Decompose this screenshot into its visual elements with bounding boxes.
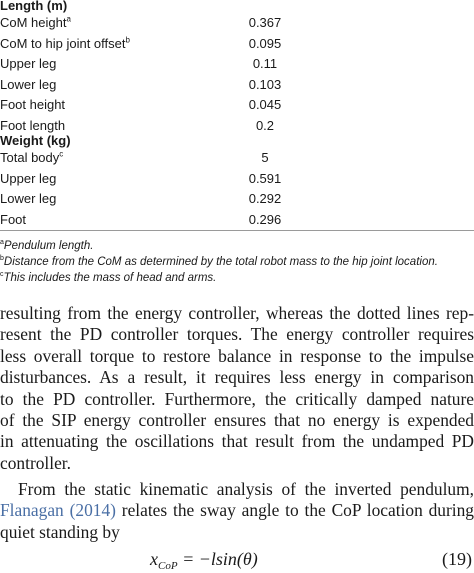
row-value: 0.11: [252, 56, 278, 71]
paragraph-line: less overall torque to restore balance in response to the impulse: [0, 345, 474, 366]
row-value: 0.103: [248, 76, 282, 92]
row-value: 0.045: [248, 97, 282, 112]
footnote-b: $^b$Distance from the CoM as determined by the total robot mass to the hip joint location.: [0, 255, 438, 268]
row-value: 0.296: [248, 211, 282, 227]
table-row: [0, 56, 474, 76]
row-value: 0.292: [248, 191, 282, 206]
equation-19: [0, 549, 474, 573]
row-label: Upper leg: [0, 56, 57, 71]
table-row: [0, 15, 474, 35]
paragraph-line: resent the PD controller torques. The energy controller requires: [0, 324, 474, 345]
row-value: 0.095: [248, 35, 282, 51]
footnote-marker: b: [125, 35, 130, 45]
footnote-marker: a: [66, 14, 71, 24]
row-value: 5: [261, 150, 269, 165]
paragraph-line: controller.: [0, 452, 71, 473]
row-label: CoM height$^a$: [0, 14, 71, 30]
table-row: [0, 212, 474, 232]
row-label: Upper leg: [0, 170, 57, 186]
paragraph-line: quiet standing by: [0, 521, 120, 542]
paragraph-line: in attenuating the oscillations that result from the undamped PD: [0, 431, 474, 452]
citation-link[interactable]: Flanagan (2014): [0, 500, 116, 521]
row-label: Lower leg: [0, 191, 57, 206]
table-row: [0, 171, 474, 191]
paragraph-line: From the static kinematic analysis of the inverted pendulum,: [18, 479, 474, 499]
row-value: 0.591: [248, 170, 282, 186]
row-value: 0.367: [248, 15, 282, 30]
table-bottom-rule: [0, 230, 474, 231]
row-label: Foot: [0, 211, 27, 227]
footnote-c: $^c$This includes the mass of head and arms.: [0, 271, 217, 284]
weight-header-label: Weight (kg): [0, 133, 71, 148]
table-row: [0, 36, 474, 56]
paragraph-line: disturbances. As a result, it requires less energy in comparison: [0, 367, 474, 388]
footnote-marker: c: [59, 149, 64, 159]
table-row: [0, 77, 474, 97]
footnote-a: $^a$Pendulum length.: [0, 239, 94, 252]
table-row: [0, 97, 474, 117]
row-label: Foot height: [0, 97, 66, 112]
table-row: [0, 191, 474, 211]
body-paragraph-1: [0, 303, 474, 474]
length-header-label: Length (m): [0, 0, 68, 13]
table-row: [0, 150, 474, 170]
paragraph-line: of the SIP energy controller ensures that no energy is expended: [0, 410, 474, 431]
paragraph-line: Flanagan (2014) relates the sway angle to the CoP location during: [0, 500, 474, 521]
body-paragraph-2: [0, 479, 474, 543]
row-label: Foot length: [0, 117, 66, 133]
paragraph-line: to the PD controller. Furthermore, the critically damped nature: [0, 388, 474, 409]
paragraph-line: resulting from the energy controller, whereas the dotted lines rep-: [0, 303, 474, 323]
row-label: Lower leg: [0, 76, 57, 92]
row-label: CoM to hip joint offset$^b$: [0, 35, 130, 51]
equation-expression: $x_{CoP} = -lsin(\theta)$: [150, 549, 258, 572]
row-value: 0.2: [255, 117, 275, 133]
equation-number: (19): [442, 549, 472, 569]
row-label: Total body$^c$: [0, 149, 64, 165]
